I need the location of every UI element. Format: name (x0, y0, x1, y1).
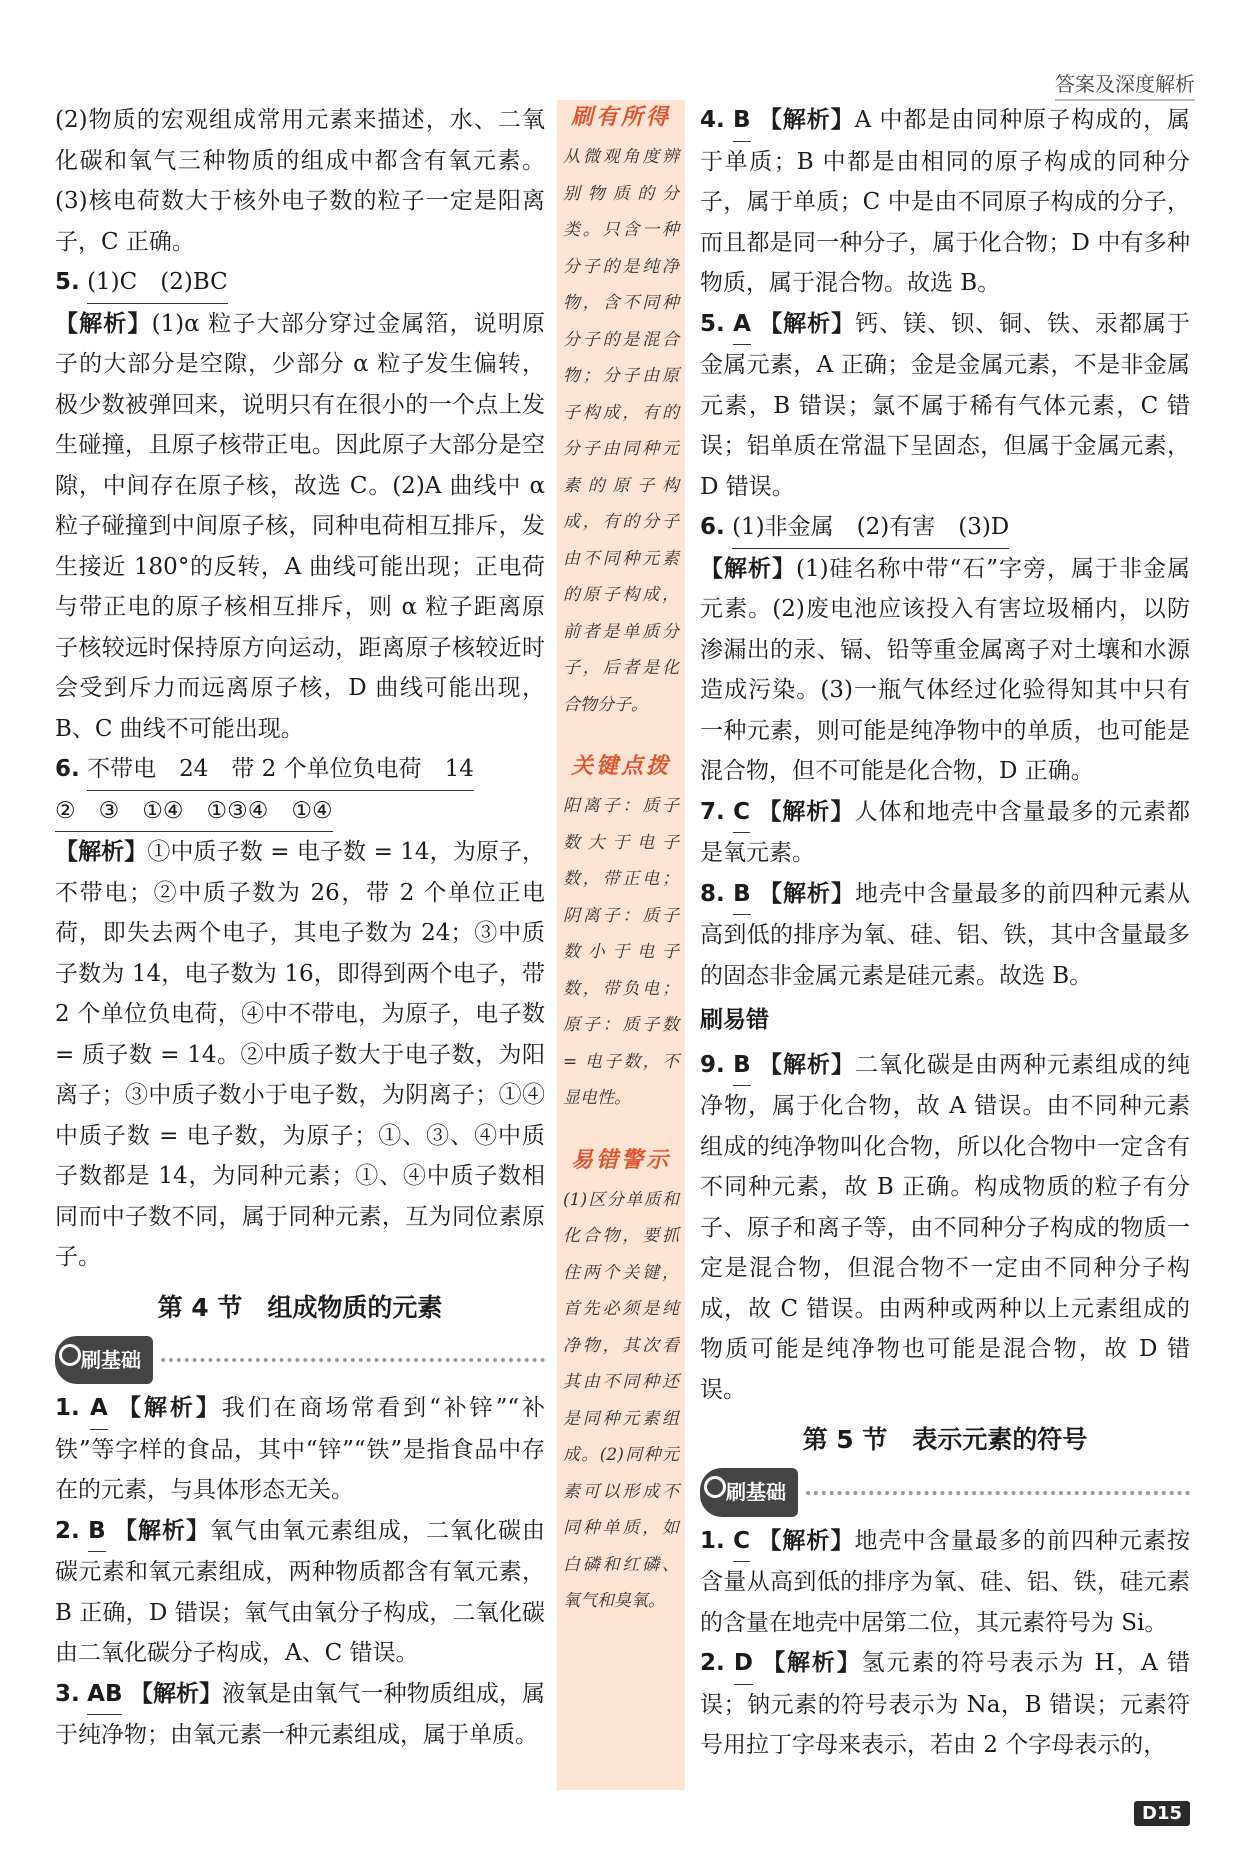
analysis-text: 二氧化碳是由两种元素组成的纯净物，属于化合物，故 A 错误。由不同种元素组成的纯净物叫化合物，所以化合物中一定含有不同种元素，故 B 正确。构成物质的粒子有分子、原子和离子等，由不同种分子构成的物质一定是混合物，但混合物不一定由不同种分子构成，故 C 错误。由两种或两种以上元素组成的物质可能是纯净物也可能是混合物，故 D 错误。 (700, 1051, 1191, 1403)
note-block (557, 749, 685, 1117)
left-column (55, 100, 545, 1756)
question-9 (700, 1045, 1190, 1411)
analysis-text: A 中都是由同种原子构成的，属于单质；B 中都是由相同的原子构成的同种分子，属于单质；C 中是由不同原子构成的分子，而且都是同一种分子，属于化合物；D 中有多种物质，属于混合物。故选 B。 (700, 107, 1191, 296)
answer: (1)非金属 (2)有害 (3)D (732, 507, 1009, 549)
analysis-tag: 【解析】 (55, 839, 148, 865)
analysis-tag: 【解析】 (758, 1051, 855, 1078)
sidebar-notes (557, 100, 685, 1790)
answer: B (733, 1045, 751, 1087)
analysis-text: ①中质子数 = 电子数 = 14，为原子，不带电；②中质子数为 26，带 2 个单位正电荷，即失去两个电子，其电子数为 24；③中质子数为 14，电子数为 16，即得到两个电子，带 2 个单位负电荷，④中不带电，为原子，电子数 = 质子数 = 14。②中质子数大于电子数，为阳离子；③中质子数小于电子数，为阴离子；①④中质子数 = 电子数，为原子；①、③、④中质子数都是 14，为同种元素；①、④中质子数相同而中子数不同，属于同种元素，互为同位素原子。 (55, 839, 545, 1270)
right-column (700, 100, 1190, 1766)
question-number: 9. (700, 1051, 725, 1078)
banner-divider (161, 1358, 545, 1362)
question-number: 2. (700, 1650, 725, 1676)
question-6 (700, 507, 1190, 792)
note-text: 阳离子：质子数大于电子数，带正电；阴离子：质子数小于电子数，带负电；原子：质子数 = 电子数，不显电性。 (563, 796, 679, 1108)
question-number: 5. (55, 269, 80, 295)
analysis-text: 地壳中含量最多的前四种元素从高到低的排序为氧、硅、铝、铁，其中含量最多的固态非金属元素是硅元素。故选 B。 (700, 880, 1191, 989)
question-8 (700, 874, 1190, 997)
paragraph: (2)物质的宏观组成常用元素来描述，水、二氧化碳和氧气三种物质的组成中都含有氧元素。(3)核电荷数大于核外电子数的粒子一定是阳离子，C 正确。 (55, 107, 545, 255)
banner-badge: 刷基础 (55, 1336, 153, 1385)
question-1 (700, 1521, 1190, 1644)
answer: C (733, 1521, 750, 1563)
question-number: 5. (700, 310, 725, 337)
answer: B (733, 100, 751, 142)
answer: B (733, 874, 751, 916)
analysis-tag: 【解析】 (129, 1680, 223, 1707)
subsection-title: 刷易错 (700, 1007, 769, 1033)
analysis-tag: 【解析】 (700, 555, 796, 582)
question-7 (700, 792, 1190, 874)
note-text: (1)区分单质和化合物，要抓住两个关键，首先必须是纯净物，其次看其由不同种还是同种元素组成。(2)同种元素可以形成不同种单质，如白磷和红磷、氧气和臭氧。 (563, 1189, 679, 1611)
analysis-text: 氧气由氧元素组成，二氧化碳由碳元素和氧元素组成，两种物质都含有氧元素，B 正确，D 错误；氧气由氧分子构成，二氧化碳由二氧化碳分子构成，A、C 错误。 (55, 1517, 546, 1666)
analysis-text: 钙、镁、钡、铜、铁、汞都属于金属元素，A 正确；金是金属元素，不是非金属元素，B 错误；氯不属于稀有气体元素，C 错误；铝单质在常温下呈固态，但属于金属元素，D 错误。 (700, 310, 1191, 500)
question-5 (55, 262, 545, 749)
answer: AB (87, 1674, 122, 1716)
section-title: 第 5 节 表示元素的符号 (802, 1425, 1088, 1454)
analysis-text: (1)硅名称中带“石”字旁，属于非金属元素。(2)废电池应该投入有害垃圾桶内，以防渗漏出的汞、镉、铅等重金属离子对土壤和水源造成污染。(3)一瓶气体经过化验得知其中只有一种元素，则可能是纯净物中的单质，也可能是混合物，但不可能是化合物，D 正确。 (700, 555, 1190, 784)
section-banner (700, 1471, 1190, 1515)
analysis-tag: 【解析】 (55, 310, 152, 337)
analysis-text: (1)α 粒子大部分穿过金属箔，说明原子的大部分是空隙，少部分 α 粒子发生偏转，极少数被弹回来，说明只有在很小的一个点上发生碰撞，且原子核带正电。因此原子大部分是空隙，中间存在原子核，故选 C。(2)A 曲线中 α 粒子碰撞到中间原子核，同种电荷相互排斥，发生接近 180°的反转，A 曲线可能出现；正电荷与带正电的原子核相互排斥，则 α 粒子距离原子核较远时保持原方向运动，距离原子核较近时会受到斥力而远离原子核，D 曲线可能出现，B、C 曲线不可能出现。 (55, 310, 545, 742)
question-5 (700, 304, 1190, 508)
note-block (557, 1143, 685, 1620)
note-title: 关键点拨 (570, 753, 671, 779)
note-text: 从微观角度辨别物质的分类。只含一种分子的是纯净物，含不同种分子的是混合物；分子由原子构成，有的分子由同种元素的原子构成，有的分子由不同种元素的原子构成，前者是单质分子，后者是化合物分子。 (563, 147, 679, 715)
answer: A (733, 304, 751, 346)
answer: C (733, 792, 750, 834)
answer: A (90, 1388, 108, 1430)
section-banner (55, 1338, 545, 1382)
analysis-text: 氢元素的符号表示为 H，A 错误；钠元素的符号表示为 Na，B 错误；元素符号用拉丁字母来表示，若由 2 个字母表示的， (700, 1650, 1191, 1758)
question-number: 1. (55, 1395, 80, 1421)
answer: D (734, 1643, 753, 1685)
note-title: 刷有所得 (570, 104, 671, 130)
answer: 不带电 24 带 2 个单位负电荷 14 (87, 749, 474, 791)
question-1 (55, 1388, 545, 1511)
answer: ② ③ ①④ ①③④ ①④ (55, 791, 333, 833)
analysis-text: 液氧是由氧气一种物质组成，属于纯净物；由氧元素一种元素组成，属于单质。 (55, 1680, 546, 1748)
note-title: 易错警示 (570, 1146, 671, 1173)
question-number: 1. (700, 1527, 725, 1554)
analysis-tag: 【解析】 (762, 1650, 862, 1676)
analysis-text: 人体和地壳中含量最多的元素都是氧元素。 (700, 798, 1191, 866)
question-4 (700, 100, 1190, 304)
question-6 (55, 749, 545, 1278)
page-header-title: 答案及深度解析 (1055, 68, 1195, 101)
question-3 (55, 1674, 545, 1756)
question-number: 6. (55, 756, 80, 782)
question-number: 8. (700, 880, 725, 907)
analysis-tag: 【解析】 (759, 310, 856, 337)
section-title: 第 4 节 组成物质的元素 (157, 1292, 443, 1322)
answer: (1)C (2)BC (87, 262, 228, 304)
page-number: D15 (1134, 1801, 1190, 1826)
question-2 (55, 1511, 545, 1674)
analysis-tag: 【解析】 (758, 880, 855, 907)
banner-badge: 刷基础 (700, 1468, 798, 1517)
question-number: 2. (55, 1517, 80, 1544)
analysis-tag: 【解析】 (758, 1527, 855, 1554)
question-number: 6. (700, 514, 725, 540)
question-number: 7. (700, 798, 725, 825)
analysis-tag: 【解析】 (113, 1517, 210, 1544)
analysis-tag: 【解析】 (118, 1395, 222, 1421)
note-block (557, 100, 685, 723)
analysis-text: 地壳中含量最多的前四种元素按含量从高到低的排序为氧、硅、铝、铁，硅元素的含量在地壳中居第二位，其元素符号为 Si。 (700, 1527, 1191, 1636)
question-number: 3. (55, 1680, 80, 1707)
analysis-tag: 【解析】 (758, 107, 855, 133)
banner-divider (806, 1491, 1190, 1495)
question-2 (700, 1643, 1190, 1766)
question-number: 4. (700, 107, 725, 133)
answer: B (88, 1511, 106, 1553)
analysis-text: 我们在商场常看到“补锌”“补铁”等字样的食品，其中“锌”“铁”是指食品中存在的元素，与具体形态无关。 (55, 1395, 546, 1503)
analysis-tag: 【解析】 (758, 798, 855, 825)
